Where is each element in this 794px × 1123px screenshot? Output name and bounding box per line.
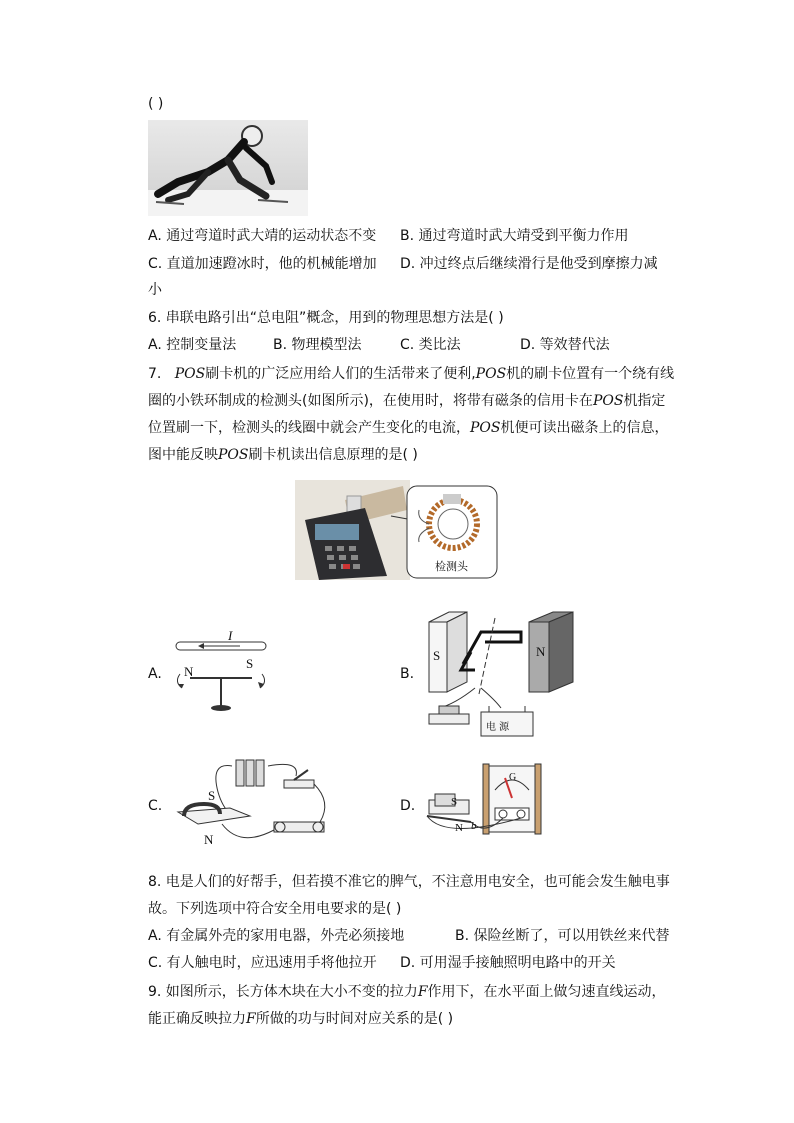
pos-figure-caption: 检测头	[435, 560, 468, 573]
q6-option-d: D. 等效替代法	[520, 337, 610, 353]
q6-stem: 6. 串联电路引出“总电阻”概念，用到的物理思想方法是( )	[148, 310, 504, 326]
figure-a-s-label: S	[246, 656, 254, 671]
q7-line-4: 图中能反映POS刷卡机读出信息原理的是( )	[148, 447, 418, 463]
q7-line-3: 位置刷一下，检测头的线圈中就会产生变化的电流，POS机便可读出磁条上的信息，	[148, 420, 669, 436]
figure-a-n-label: N	[184, 664, 194, 679]
choice-c-label: C.	[148, 798, 163, 814]
pos-figure	[295, 480, 500, 580]
figure-a-oersted	[168, 628, 278, 718]
q7-line-2: 圈的小铁环制成的检测头(如图所示)，在使用时，将带有磁条的信用卡在POS机指定	[148, 393, 666, 409]
choice-b-label: B.	[400, 666, 415, 682]
figure-b-power-label: 电 源	[486, 722, 510, 733]
q5-option-b: B. 通过弯道时武大靖受到平衡力作用	[400, 228, 629, 244]
q7-line-1: 7. POS刷卡机的广泛应用给人们的生活带来了便利,POS机的刷卡位置有一个绕有线	[148, 366, 675, 382]
q5-option-c: C. 直道加速蹬冰时，他的机械能增加	[148, 256, 377, 272]
q5-option-a: A. 通过弯道时武大靖的运动状态不变	[148, 228, 377, 244]
q5-option-d: D. 冲过终点后继续滑行是他受到摩擦力减	[400, 256, 658, 272]
figure-b-s-label: S	[433, 648, 441, 663]
figure-d-generator	[425, 760, 545, 840]
q6-option-a: A. 控制变量法	[148, 337, 237, 353]
q8-option-d: D. 可用湿手接触照明电路中的开关	[400, 955, 616, 971]
figure-b-motor	[425, 608, 580, 740]
figure-d-b-label: b	[471, 820, 477, 832]
figure-c-n-label: N	[204, 832, 214, 847]
figure-b-n-label: N	[536, 644, 546, 659]
q9-line-2: 能正确反映拉力F所做的功与时间对应关系的是( )	[148, 1011, 454, 1027]
figure-c-circuit	[170, 752, 335, 848]
q8-option-c: C. 有人触电时，应迅速用手将他拉开	[148, 955, 377, 971]
q5-stem-tail: ( )	[148, 96, 164, 112]
choice-d-label: D.	[400, 798, 416, 814]
q8-line-1: 8. 电是人们的好帮手，但若摸不准它的脾气，不注意用电安全，也可能会发生触电事	[148, 874, 670, 890]
q5-option-d-wrap: 小	[148, 282, 162, 298]
choice-a-label: A.	[148, 666, 162, 682]
figure-a-current-label: I	[228, 628, 233, 643]
figure-d-s-label: S	[451, 796, 458, 808]
q8-line-2: 故。下列选项中符合安全用电要求的是( )	[148, 901, 402, 917]
figure-d-n-label: N	[455, 822, 463, 834]
q9-line-1: 9. 如图所示，长方体木块在大小不变的拉力F作用下，在水平面上做匀速直线运动，	[148, 984, 666, 1000]
skater-photo	[148, 120, 308, 216]
q8-option-a: A. 有金属外壳的家用电器，外壳必须接地	[148, 928, 405, 944]
q6-option-c: C. 类比法	[400, 337, 461, 353]
q6-option-b: B. 物理模型法	[273, 337, 362, 353]
q8-option-b: B. 保险丝断了，可以用铁丝来代替	[455, 928, 670, 944]
figure-d-g-label: G	[509, 772, 517, 783]
figure-c-s-label: S	[208, 788, 216, 803]
